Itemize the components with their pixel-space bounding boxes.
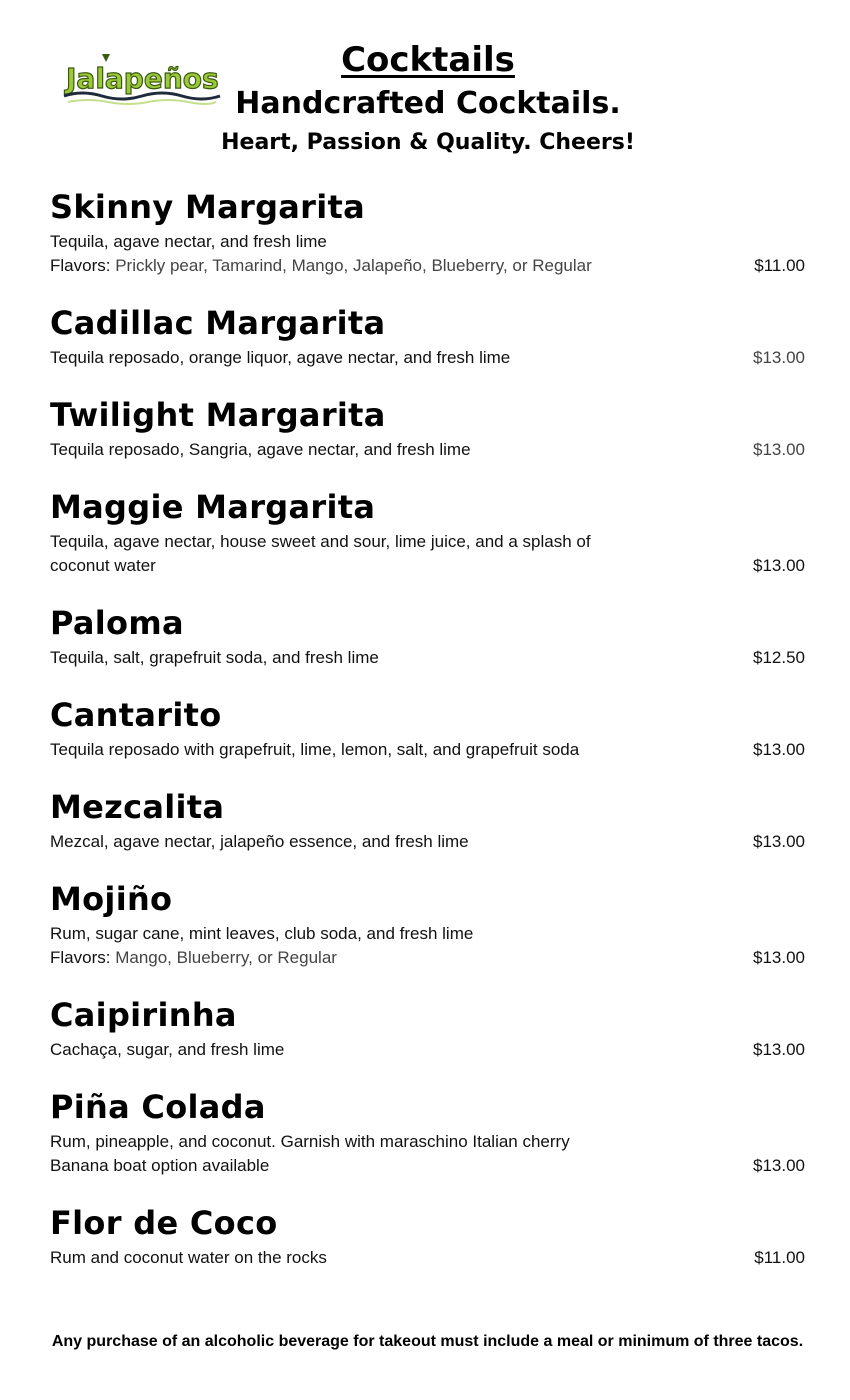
page-subtitle: Handcrafted Cocktails. [235,86,621,121]
item-description: Tequila reposado with grapefruit, lime, lemon, salt, and grapefruit soda [50,740,580,759]
item-name: Twilight Margarita [50,396,386,434]
item-price: $13.00 [753,948,805,967]
item-price: $11.00 [754,1248,805,1267]
flavors-label: Flavors: [50,256,111,275]
item-description: Cachaça, sugar, and fresh lime [50,1040,285,1059]
page-title: Cocktails [341,40,515,80]
item-price: $13.00 [753,348,805,367]
item-description: Rum, pineapple, and coconut. Garnish with maraschino Italian cherry [50,1132,570,1151]
item-description: Rum and coconut water on the rocks [50,1248,327,1267]
menu-item [50,184,805,278]
item-description: Mezcal, agave nectar, jalapeño essence, and fresh lime [50,832,469,851]
menu-item [50,992,805,1062]
takeout-notice: Any purchase of an alcoholic beverage for takeout must include a meal or minimum of three tacos. [51,1333,804,1350]
menu-header [0,38,850,160]
flavors-list: Prickly pear, Tamarind, Mango, Jalapeño, Blueberry, or Regular [115,256,592,275]
item-price: $13.00 [753,832,805,851]
logo-text: Jalapeños [66,62,219,95]
menu-item [50,484,805,578]
item-description: Tequila, salt, grapefruit soda, and fresh lime [50,648,379,667]
item-name: Skinny Margarita [50,188,366,226]
item-price: $11.00 [754,256,805,275]
item-flavors [50,254,805,278]
menu-item [50,600,805,670]
item-name: Flor de Coco [50,1204,278,1242]
item-price: $13.00 [753,556,805,575]
item-price: $13.00 [753,740,805,759]
menu-item [50,300,805,370]
menu-item [50,692,805,762]
menu-item [50,392,805,462]
item-description: Tequila reposado, Sangria, agave nectar, and fresh lime [50,440,471,459]
item-price: $12.50 [753,648,805,667]
item-price: $13.00 [753,440,805,459]
item-price: $13.00 [753,1156,805,1175]
item-description: Tequila reposado, orange liquor, agave nectar, and fresh lime [50,348,511,367]
item-name: Cantarito [50,696,222,734]
menu-item [50,1084,805,1178]
item-name: Mezcalita [50,788,225,826]
item-price: $13.00 [753,1040,805,1059]
item-description: Rum, sugar cane, mint leaves, club soda, and fresh lime [50,924,474,943]
item-name: Caipirinha [50,996,237,1034]
item-description-note: Banana boat option available [50,1156,270,1175]
flavors-list: Mango, Blueberry, or Regular [115,948,337,967]
menu-item [50,784,805,854]
item-name: Mojiño [50,880,173,918]
item-name: Maggie Margarita [50,488,376,526]
item-name: Piña Colada [50,1088,266,1126]
item-name: Cadillac Margarita [50,304,386,342]
menu-item [50,876,805,970]
item-flavors [50,946,805,970]
item-description: Tequila, agave nectar, and fresh lime [50,232,327,251]
menu-item [50,1200,805,1270]
page-tagline: Heart, Passion & Quality. Cheers! [221,130,635,155]
cocktail-list [50,184,805,1292]
item-name: Paloma [50,604,184,642]
item-description: Tequila, agave nectar, house sweet and sour, lime juice, and a splash of coconut water [50,532,591,575]
flavors-label: Flavors: [50,948,111,967]
